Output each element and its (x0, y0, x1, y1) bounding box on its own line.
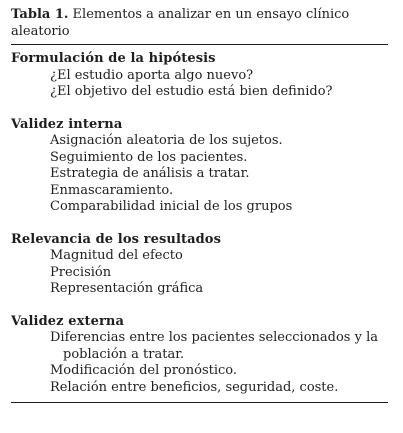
bottom-rule (11, 402, 388, 403)
list-item: Comparabilidad inicial de los grupos (50, 199, 293, 214)
table-container (11, 6, 388, 403)
section-external-validity (11, 314, 388, 397)
section-relevance (11, 232, 388, 298)
section-internal-validity (11, 117, 388, 216)
list-item: Diferencias entre los pacientes seleccionados y la (50, 330, 378, 345)
section-title: Validez interna (11, 116, 123, 132)
caption-label: Tabla 1. (11, 7, 69, 22)
section-hypothesis (11, 51, 388, 101)
list-item: Magnitud del efecto (50, 248, 183, 263)
table-body (11, 45, 388, 396)
list-item: Relación entre beneficios, seguridad, coste. (50, 379, 339, 395)
list-item: Representación gráfica (50, 281, 204, 296)
section-title: Relevancia de los resultados (11, 231, 221, 247)
list-item: ¿El objetivo del estudio está bien definido? (50, 84, 333, 99)
list-item: Asignación aleatoria de los sujetos. (50, 133, 283, 148)
list-item: Enmascaramiento. (50, 182, 174, 198)
list-item: Estrategia de análisis a tratar. (50, 166, 250, 181)
table-caption (11, 6, 388, 40)
list-item-continuation: población a tratar. (63, 346, 185, 362)
caption-text: Elementos a analizar en un ensayo clínico aleatorio (11, 7, 350, 39)
section-title: Validez externa (11, 313, 124, 329)
list-item: Seguimiento de los pacientes. (50, 149, 248, 165)
list-item: Modificación del pronóstico. (50, 363, 238, 378)
list-item: Precisión (50, 264, 112, 280)
list-item: ¿El estudio aporta algo nuevo? (50, 67, 254, 83)
section-title: Formulación de la hipótesis (11, 51, 216, 66)
